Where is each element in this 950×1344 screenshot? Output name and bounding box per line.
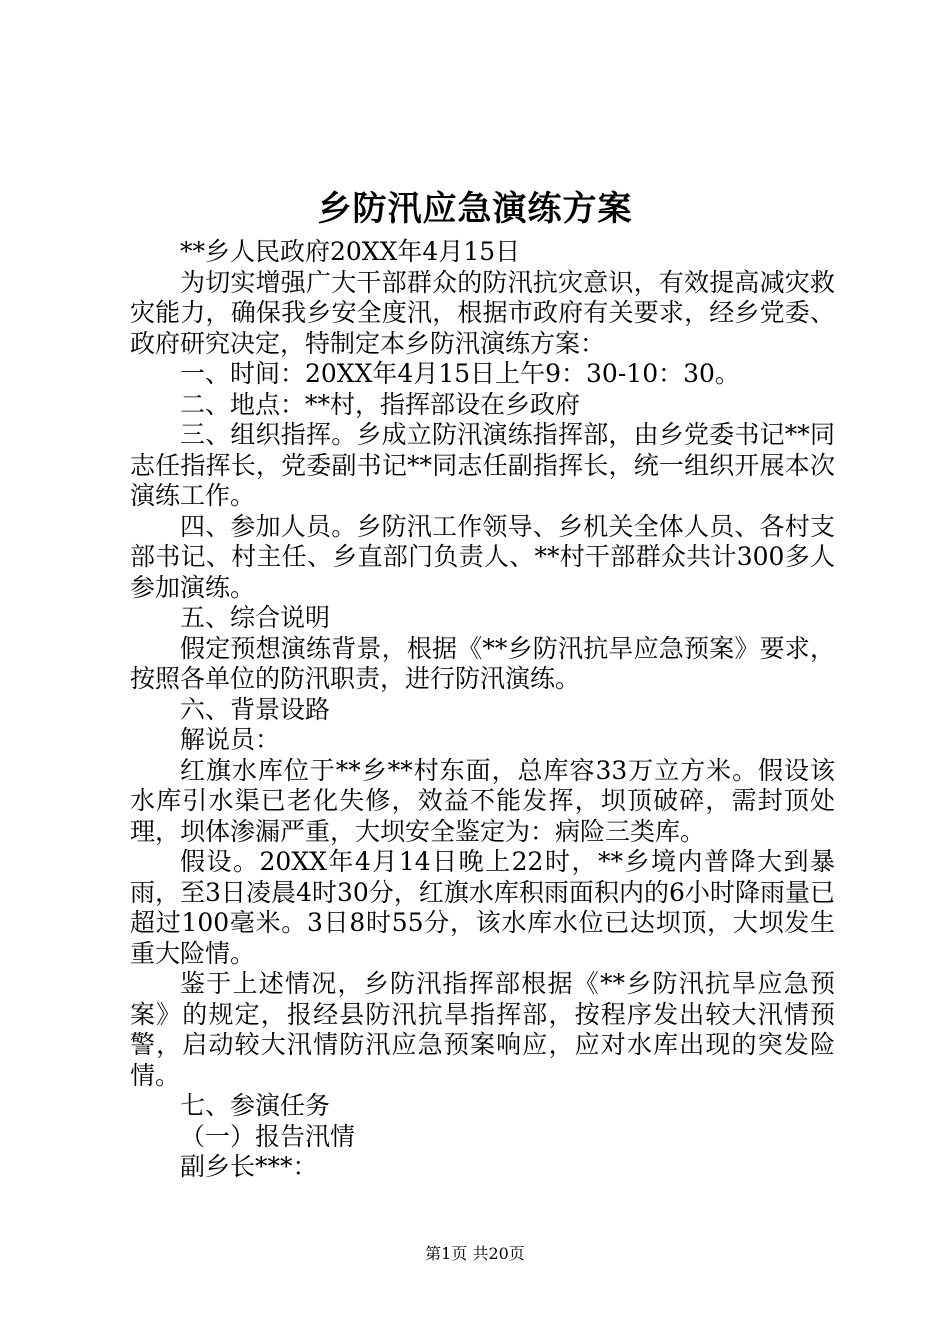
document-title: 乡防汛应急演练方案 xyxy=(317,189,633,229)
scenario-paragraph: 假设。20XX年4月14日晚上22时，**乡境内普降大到暴雨，至3日凌晨4时30分，红旗水库积雨面积内的6小时降雨量已超过100毫米。3日8时55分，该水库水位已达坝顶，大坝发生重大险情。 xyxy=(130,847,835,968)
intro-paragraph: 为切实增强广大干部群众的防汛抗灾意识，有效提高减灾救灾能力，确保我乡安全度汛，根据市政府有关要求，经乡党委、政府研究决定，特制定本乡防汛演练方案： xyxy=(130,267,835,358)
section-time: 一、时间：20XX年4月15日上午9：30-10：30。 xyxy=(180,359,740,388)
section-tasks-heading: 七、参演任务 xyxy=(180,1091,331,1120)
section-general-text: 假定预想演练背景，根据《**乡防汛抗旱应急预案》要求，按照各单位的防汛职责，进行防汛演练。 xyxy=(130,633,835,693)
section-general-heading: 五、综合说明 xyxy=(180,603,331,632)
section-participants: 四、参加人员。乡防汛工作领导、乡机关全体人员、各村支部书记、村主任、乡直部门负责人、**村干部群众共计300多人参加演练。 xyxy=(130,511,835,602)
date-line: **乡人民政府20XX年4月15日 xyxy=(180,237,521,266)
page-number: 第1页 共20页 xyxy=(425,1244,525,1263)
section-command: 三、组织指挥。乡成立防汛演练指挥部，由乡党委书记**同志任指挥长，党委副书记**同志任副指挥长，统一组织开展本次演练工作。 xyxy=(130,420,835,510)
section-location: 二、地点：**村，指挥部设在乡政府 xyxy=(180,389,581,419)
document-body xyxy=(130,237,835,1183)
reservoir-paragraph: 红旗水库位于**乡**村东面，总库容33万立方米。假设该水库引水渠已老化失修，效益不能发挥，坝顶破碎，需封顶处理，坝体渗漏严重，大坝安全鉴定为：病险三类库。 xyxy=(130,755,835,846)
section-background-heading: 六、背景设路 xyxy=(180,694,331,724)
response-paragraph: 鉴于上述情况，乡防汛指挥部根据《**乡防汛抗旱应急预案》的规定，报经县防汛抗旱指挥部，按程序发出较大汛情预警，启动较大汛情防汛应急预案响应，应对水库出现的突发险情。 xyxy=(130,969,835,1090)
narrator-label: 解说员： xyxy=(180,725,281,754)
subsection-report: （一）报告汛情 xyxy=(180,1121,356,1151)
speaker-line: 副乡长***： xyxy=(180,1152,318,1181)
